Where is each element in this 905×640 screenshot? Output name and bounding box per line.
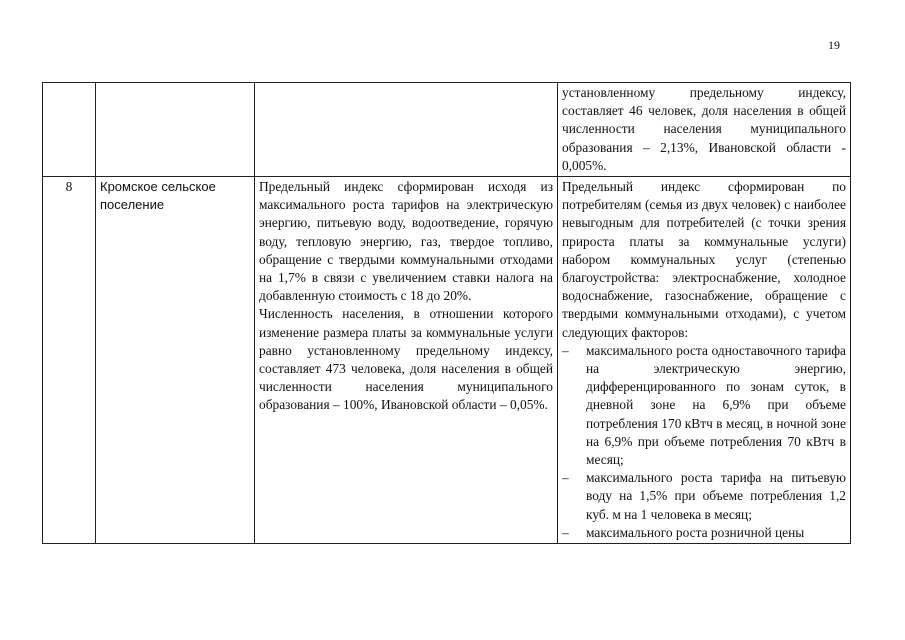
list-item <box>562 342 846 469</box>
consumer-intro-paragraph: Предельный индекс сформирован по потребителям (семья из двух человек) с наиболее невыгодным для потребителей (с точки зрения прироста платы за коммунальные услуги) набором коммунальных услуг (степенью благоустройства: электроснабжение, холодное водоснабжение, газоснабжение, обращение с твердыми коммунальными отходами), с учетом следующих факторов: <box>562 179 846 340</box>
tariff-index-table <box>42 82 851 544</box>
cell-col3-empty <box>255 83 558 177</box>
dash-bullet: – <box>562 524 569 540</box>
cell-index-description <box>255 177 558 544</box>
population-paragraph: Численность населения, в отношении которого изменение размера платы за коммунальные услуги равно установленному предельному индексу, составляет 473 человека, доля населения в общей численности населения муниципального образования – 100%, Ивановской области – 0,05%. <box>259 306 553 413</box>
list-item <box>562 524 846 542</box>
dash-bullet: – <box>562 470 569 486</box>
factor-text: максимального роста тарифа на питьевую воду на 1,5% при объеме потребления 1,2 куб. м на 1 человека в месяц; <box>586 470 846 522</box>
table-row-continued <box>43 83 851 177</box>
settlement-name: Кромское сельское поселение <box>96 177 255 544</box>
cell-consumer-description <box>558 177 851 544</box>
row-number: 8 <box>43 177 96 544</box>
cell-col4-continued: установленному предельному индексу, составляет 46 человек, доля населения в общей численности населения муниципального образования – 2,13%, Ивановской области - 0,005%. <box>558 83 851 177</box>
factor-text: максимального роста розничной цены <box>586 524 805 540</box>
page-number: 19 <box>828 38 840 52</box>
table-row-8 <box>43 177 851 544</box>
index-basis-paragraph: Предельный индекс сформирован исходя из максимального роста тарифов на электрическую энергию, питьевую воду, водоотведение, горячую воду, тепловую энергию, газ, твердое топливо, обращение с твердыми коммунальными отходами на 1,7% в связи с увеличением ставки налога на добавленную стоимость с 18 до 20%. <box>259 179 553 304</box>
factor-text: максимального роста одноставочного тарифа на электрическую энергию, дифференцированного по зонам суток, в дневной зоне на 6,9% при объеме потребления 170 кВтч в месяц, в ночной зоне на 6,9% при объеме потребления 70 кВтч в месяц; <box>586 342 846 468</box>
list-item <box>562 469 846 524</box>
dash-bullet: – <box>562 342 569 358</box>
cell-number-empty <box>43 83 96 177</box>
factors-list <box>562 342 846 542</box>
cell-settlement-empty <box>96 83 255 177</box>
